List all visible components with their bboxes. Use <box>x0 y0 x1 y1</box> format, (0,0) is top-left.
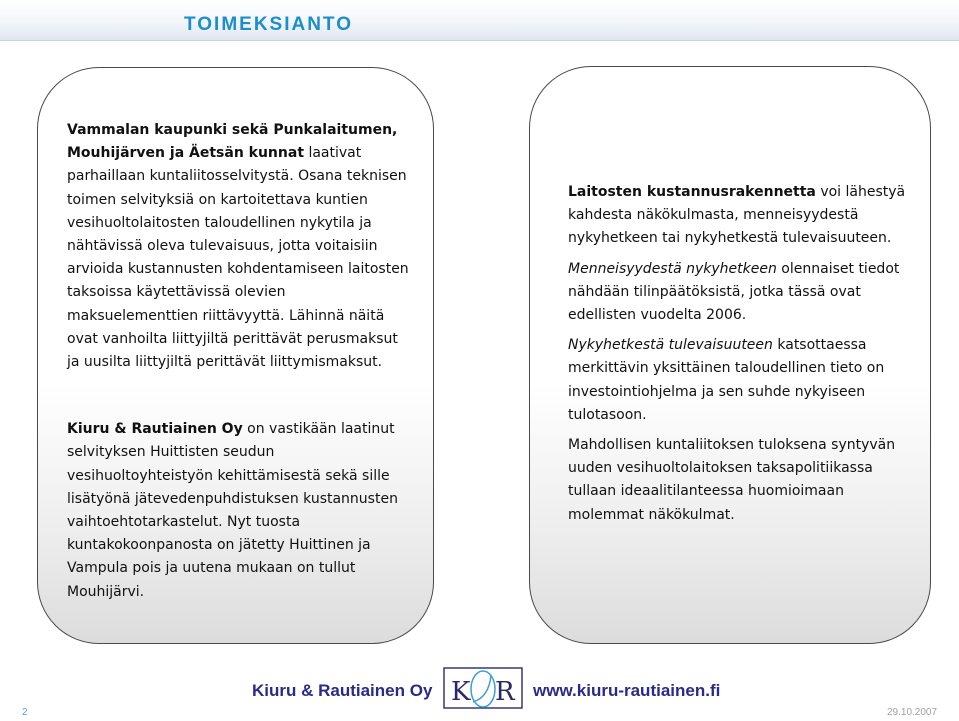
header-divider <box>0 40 959 41</box>
left-p1-text: laativat parhaillaan kuntaliitosselvitystä. Osana teknisen toimen selvityksiä on kartoitettava kuntien vesihuoltolaitosten taloudellinen nykytila ja nähtävissä oleva tulevaisuus, jotta voitaisiin arvioida kustannusten kohdentamiseen laitosten taksoissa käytettävissä olevien maksuelementtien riittävyyttä. Lähinnä näitä ovat vanhoilta liittyjiltä perittävät perusmaksut ja uusilta liittyjiltä perittävät liittymismaksut. <box>67 145 409 371</box>
svg-text:R: R <box>495 677 515 707</box>
left-p1-bold: Vammalan kaupunki sekä Punkalaitumen, Mouhijärven ja Äetsän kunnat <box>67 122 398 162</box>
page-number: 2 <box>22 707 28 718</box>
footer-date: 29.10.2007 <box>887 707 938 718</box>
right-panel-text <box>568 181 918 527</box>
right-p3-italic: Nykyhetkestä tulevaisuuteen <box>568 337 773 354</box>
right-p2-italic: Menneisyydestä nykyhetkeen <box>568 260 777 277</box>
right-paragraph-3 <box>568 334 918 427</box>
footer-website-link[interactable]: www.kiuru-rautiainen.fi <box>533 681 721 700</box>
left-paragraph-2 <box>67 418 412 604</box>
left-panel-text <box>67 119 412 604</box>
right-p2-text: olennaiset tiedot nähdään tilinpäätöksistä, jotka tässä ovat edellisten vuodelta 2006. <box>568 260 900 324</box>
company-logo <box>443 667 523 709</box>
footer-company-name: Kiuru & Rautiainen Oy <box>252 681 433 700</box>
svg-text:K: K <box>451 677 471 707</box>
right-p1-bold: Laitosten kustannusrakennetta <box>568 184 816 200</box>
page-title: TOIMEKSIANTO <box>184 14 353 35</box>
left-paragraph-1 <box>67 119 412 374</box>
right-p3-text: katsottaessa merkittävin yksittäinen taloudellinen tieto on investointiohjelma ja sen suhde nykyiseen tulotasoon. <box>568 337 885 423</box>
right-paragraph-1 <box>568 181 918 251</box>
right-paragraph-4: Mahdollisen kuntaliitoksen tuloksena syntyvän uuden vesihuoltolaitoksen taksapolitiikassa tullaan ideaalitilanteessa huomioimaan molemmat näkökulmat. <box>568 437 896 523</box>
right-paragraph-2 <box>568 258 918 328</box>
left-p2-bold: Kiuru & Rautiainen Oy <box>67 421 243 438</box>
left-p2-text: on vastikään laatinut selvityksen Huittisten seudun vesihuoltoyhteistyön kehittämisestä sekä sille lisätyönä jätevedenpuhdistuksen kustannusten vaihtoehtotarkastelut. Nyt tuosta kuntakokoonpanosta on jätetty Huittinen ja Vampula pois ja uutena mukaan on tullut Mouhijärvi. <box>67 421 398 600</box>
header-band <box>0 0 959 40</box>
right-p1-text: voi lähestyä kahdesta näkökulmasta, menneisyydestä nykyhetkeen tai nykyhetkestä tulevaisuuteen. <box>568 184 906 247</box>
